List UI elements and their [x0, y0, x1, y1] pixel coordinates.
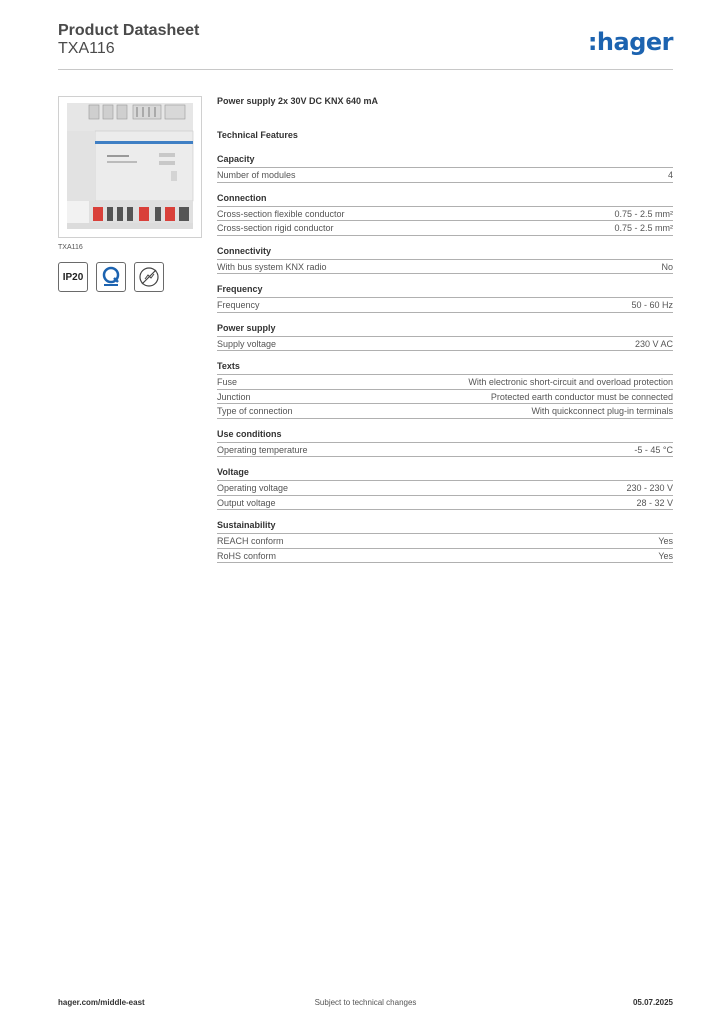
feature-row — [217, 375, 673, 390]
feature-value: With electronic short-circuit and overload protection — [468, 377, 673, 387]
section-title: Power supply — [217, 323, 673, 337]
feature-row — [217, 298, 673, 313]
feature-section — [217, 429, 673, 458]
technical-content — [217, 96, 673, 573]
features-heading: Technical Features — [217, 130, 298, 140]
quality-badge — [96, 262, 126, 292]
feature-row — [217, 496, 673, 511]
feature-value: 0.75 - 2.5 mm² — [614, 208, 673, 219]
product-reference: TXA116 — [58, 40, 115, 57]
feature-row — [217, 534, 673, 549]
feature-row — [217, 404, 673, 419]
feature-row — [217, 549, 673, 564]
document-title: Product Datasheet — [58, 22, 200, 39]
footer-website[interactable]: hager.com/middle-east — [58, 998, 145, 1007]
feature-section — [217, 361, 673, 419]
feature-value: 230 - 230 V — [626, 483, 673, 493]
feature-section — [217, 246, 673, 275]
feature-label: With bus system KNX radio — [217, 261, 327, 272]
page-footer — [58, 998, 673, 1010]
feature-label: RoHS conform — [217, 550, 277, 561]
section-title: Voltage — [217, 467, 673, 481]
feature-section — [217, 323, 673, 352]
ip20-label: IP20 — [62, 271, 84, 283]
feature-section — [217, 154, 673, 183]
feature-row — [217, 390, 673, 405]
feature-value: 4 — [667, 170, 673, 180]
feature-section — [217, 467, 673, 510]
feature-section — [217, 193, 673, 236]
feature-row — [217, 260, 673, 275]
section-title: Texts — [217, 361, 673, 375]
feature-label: Fuse — [217, 377, 238, 387]
page-header — [58, 22, 673, 70]
quality-icon — [99, 265, 123, 289]
feature-label: REACH conform — [217, 536, 284, 546]
section-title: Sustainability — [217, 520, 673, 534]
feature-label: Type of connection — [217, 406, 293, 416]
feature-value: 28 - 32 V — [636, 497, 673, 508]
feature-section — [217, 284, 673, 313]
ip20-badge — [58, 262, 88, 292]
hager-logo[interactable]: :hager — [587, 28, 673, 56]
feature-section — [217, 520, 673, 563]
feature-row — [217, 221, 673, 236]
feature-row — [217, 207, 673, 222]
feature-label: Frequency — [217, 300, 260, 310]
feature-label: Operating temperature — [217, 444, 308, 455]
feature-value: 0.75 - 2.5 mm² — [614, 223, 673, 233]
feature-row — [217, 481, 673, 496]
feature-row — [217, 337, 673, 352]
no-halogen-badge — [134, 262, 164, 292]
section-title: Connection — [217, 193, 673, 207]
feature-row — [217, 168, 673, 183]
feature-value: 230 V AC — [634, 338, 673, 349]
halogen-free-icon — [137, 265, 161, 289]
feature-label: Cross-section rigid conductor — [217, 223, 334, 233]
feature-label: Number of modules — [217, 170, 296, 180]
product-image — [58, 96, 202, 238]
feature-row — [217, 443, 673, 458]
section-title: Use conditions — [217, 429, 673, 443]
feature-label: Output voltage — [217, 497, 276, 508]
image-caption: TXA116 — [58, 244, 83, 251]
footer-notice: Subject to technical changes — [314, 998, 417, 1007]
section-title: Capacity — [217, 154, 673, 168]
feature-value: Yes — [658, 550, 673, 561]
feature-label: Cross-section flexible conductor — [217, 208, 345, 219]
feature-value: -5 - 45 °C — [634, 444, 673, 455]
certification-badges — [58, 262, 164, 292]
feature-label: Operating voltage — [217, 483, 289, 493]
feature-value: With quickconnect plug-in terminals — [531, 406, 673, 416]
feature-value: Protected earth conductor must be connected — [490, 391, 673, 402]
feature-value: Yes — [658, 536, 673, 546]
feature-sections — [217, 154, 673, 563]
feature-value: No — [661, 261, 673, 272]
section-title: Connectivity — [217, 246, 673, 260]
product-description: Power supply 2x 30V DC KNX 640 mA — [217, 96, 379, 106]
footer-date: 05.07.2025 — [632, 998, 673, 1007]
power-supply-device-icon — [59, 97, 201, 237]
feature-label: Junction — [217, 391, 251, 402]
feature-value: 50 - 60 Hz — [631, 300, 673, 310]
section-title: Frequency — [217, 284, 673, 298]
feature-label: Supply voltage — [217, 338, 277, 349]
